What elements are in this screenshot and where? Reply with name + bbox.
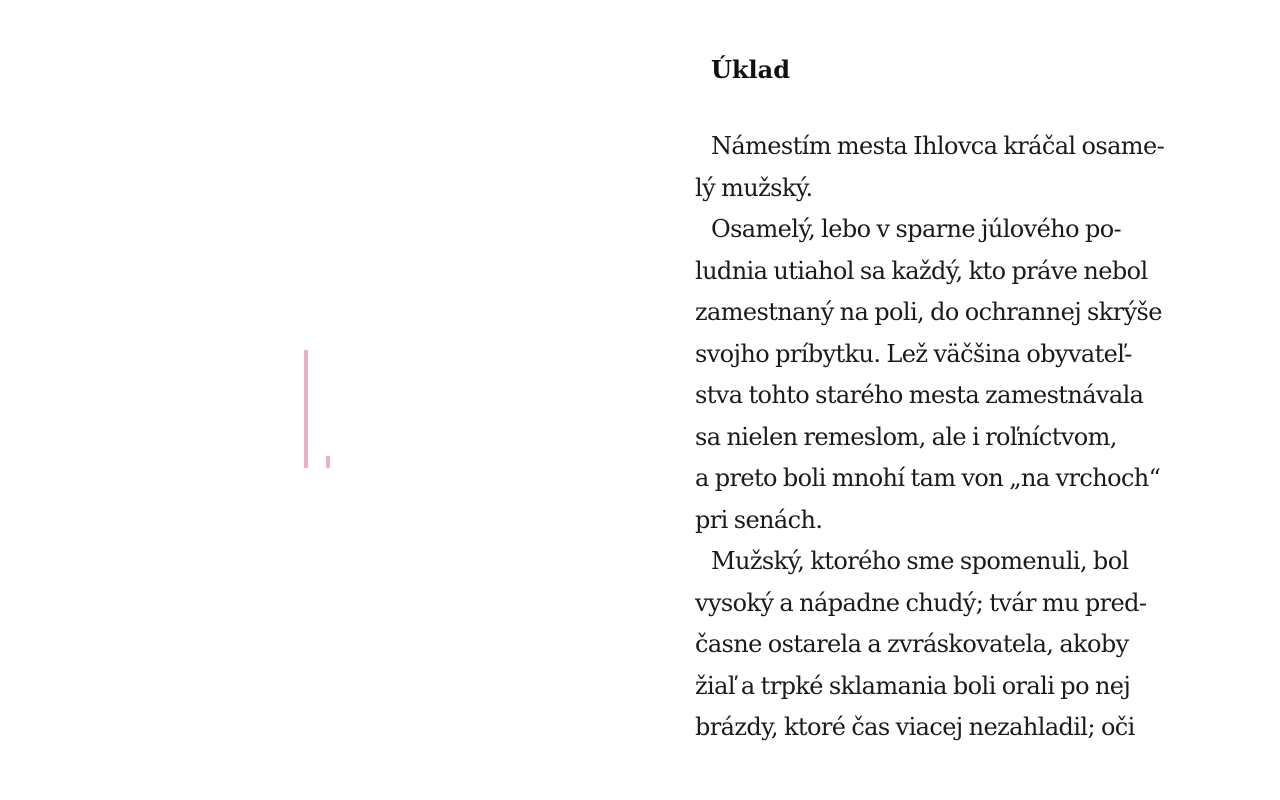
right-page — [695, 48, 1235, 788]
text-line: brázdy, ktoré čas viacej nezahladil; oči — [695, 713, 1135, 741]
text-line: žiaľ a trpké sklamania boli orali po nej — [695, 671, 1131, 700]
text-line: časne ostarela a zvráskovatela, akoby — [695, 630, 1129, 658]
text-line: sa nielen remeslom, ale i roľníctvom, — [695, 422, 1117, 451]
text-line: pri senách. — [695, 505, 823, 534]
chapter-ornament — [304, 350, 334, 470]
text-line: a preto boli mnohí tam von „na vrchoch“ — [695, 464, 1161, 492]
ornament-bar-long — [304, 350, 308, 468]
text-line: Mužský, ktorého sme spomenuli, bol — [711, 547, 1129, 575]
body-text — [695, 126, 1235, 749]
text-line: ludnia utiahol sa každý, kto práve nebol — [695, 256, 1148, 285]
chapter-title: Úklad — [711, 55, 791, 84]
ornament-bar-short — [326, 456, 330, 468]
text-line: vysoký a nápadne chudý; tvár mu pred- — [695, 588, 1147, 617]
text-line: Osamelý, lebo v sparne júlového po- — [711, 215, 1122, 243]
text-line: Námestím mesta Ihlovca kráčal osame- — [711, 132, 1165, 160]
text-line: lý mužský. — [695, 173, 813, 202]
text-line: svojho príbytku. Lež väčšina obyvateľ- — [695, 339, 1132, 368]
text-line: zamestnaný na poli, do ochrannej skrýše — [695, 298, 1162, 326]
text-line: stva tohto starého mesta zamestnávala — [695, 381, 1144, 409]
